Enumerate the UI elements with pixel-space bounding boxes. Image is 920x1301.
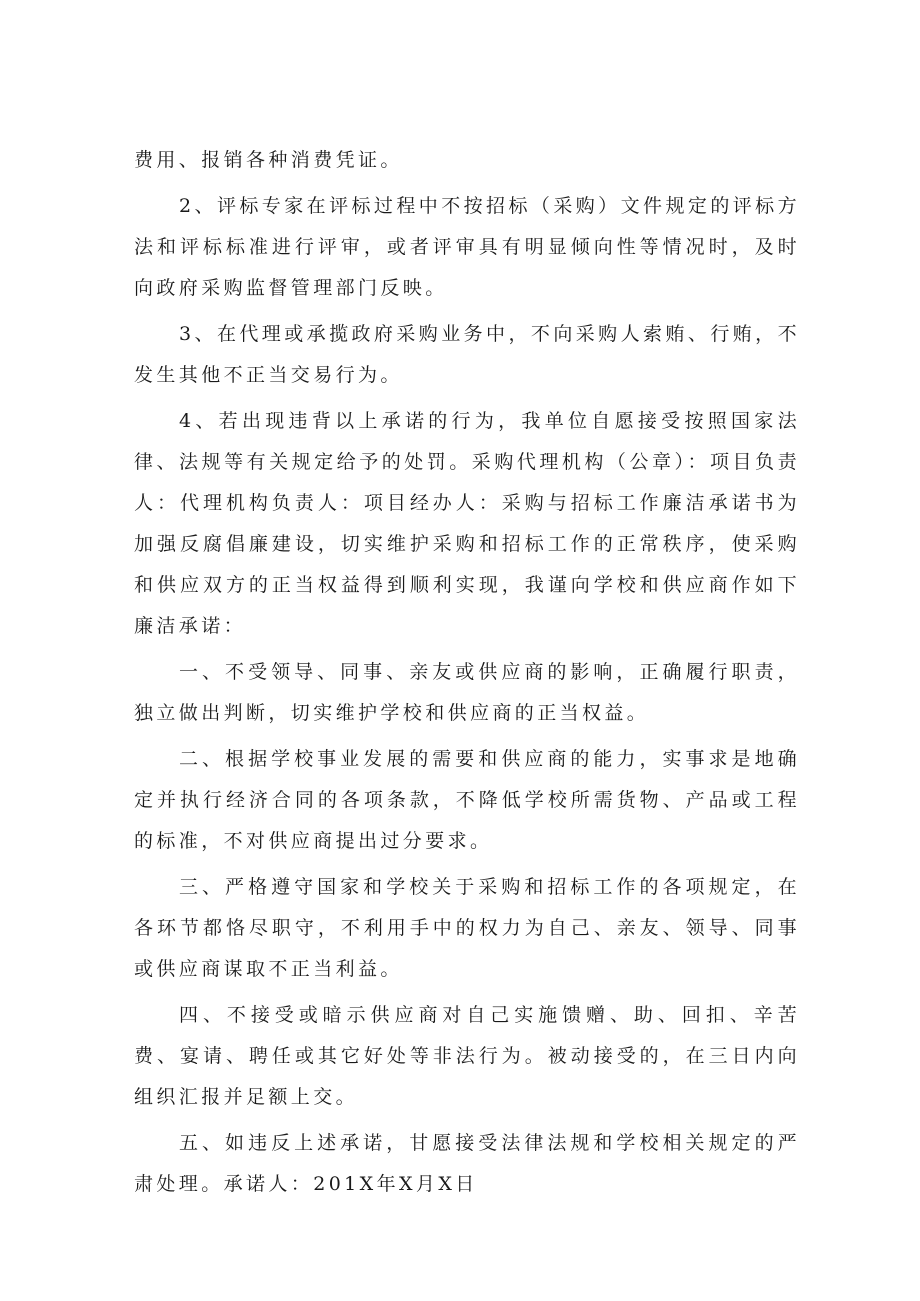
paragraph-item-3: 3、在代理或承揽政府采购业务中，不向采购人索贿、行贿，不发生其他不正当交易行为。 bbox=[134, 323, 800, 386]
paragraph-item-4: 4、若出现违背以上承诺的行为，我单位自愿接受按照国家法律、法规等有关规定给予的处罚。采购代理机构（公章）：项目负责人：代理机构负责人：项目经办人：采购与招标工作廉洁承诺书为加强反腐倡廉建设，切实维护采购和招标工作的正常秩序，使采购和供应双方的正当权益得到顺利实现，我谨向学校和供应商作如下廉洁承诺： bbox=[134, 410, 800, 637]
paragraph-pledge-4: 四、不接受或暗示供应商对自己实施馈赠、助、回扣、辛苦费、宴请、聘任或其它好处等非法行为。被动接受的，在三日内向组织汇报并足额上交。 bbox=[134, 1004, 800, 1108]
paragraph-pledge-3: 三、严格遵守国家和学校关于采购和招标工作的各项规定，在各环节都恪尽职守，不利用手中的权力为自己、亲友、领导、同事或供应商谋取不正当利益。 bbox=[134, 876, 800, 980]
paragraph-pledge-2: 二、根据学校事业发展的需要和供应商的能力，实事求是地确定并执行经济合同的各项条款，不降低学校所需货物、产品或工程的标准，不对供应商提出过分要求。 bbox=[134, 748, 800, 852]
paragraph-pledge-5: 五、如违反上述承诺，甘愿接受法律法规和学校相关规定的严肃处理。承诺人：201X年X月X日 bbox=[134, 1132, 800, 1195]
paragraph-item-2: 2、评标专家在评标过程中不按招标（采购）文件规定的评标方法和评标标准进行评审，或者评审具有明显倾向性等情况时，及时向政府采购监督管理部门反映。 bbox=[134, 195, 800, 299]
paragraph-continuation: 费用、报销各种消费凭证。 bbox=[134, 149, 403, 171]
document-body bbox=[134, 140, 800, 1205]
paragraph-pledge-1: 一、不受领导、同事、亲友或供应商的影响，正确履行职责，独立做出判断，切实维护学校和供应商的正当权益。 bbox=[134, 661, 800, 724]
